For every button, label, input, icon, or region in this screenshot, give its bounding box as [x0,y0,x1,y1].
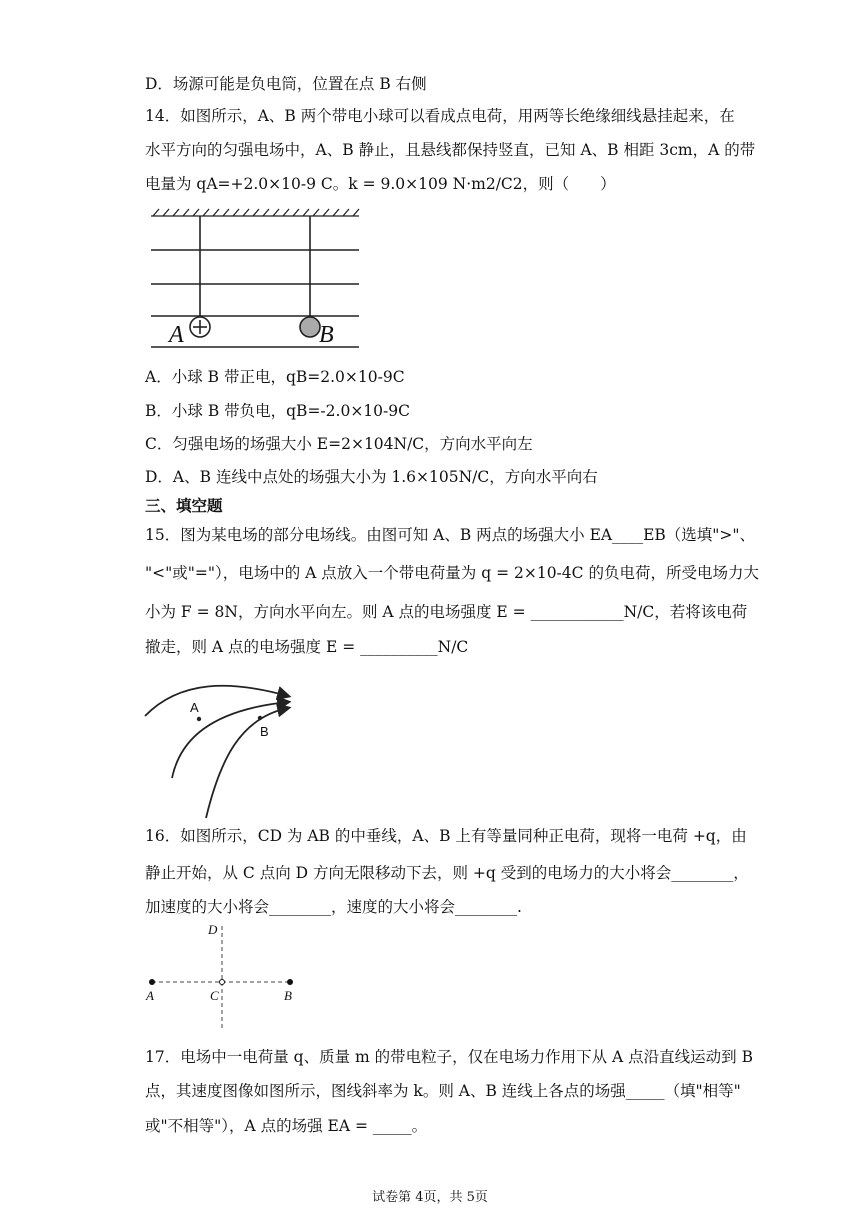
q15-line-2: "<"或"="），电场中的 A 点放入一个带电荷量为 q = 2×10-4C 的负电荷，所受电场力大 [145,564,759,582]
q14-line-2: 水平方向的匀强电场中，A、B 静止，且悬线都保持竖直，已知 A、B 相距 3cm，A 的带 [145,141,756,159]
q14-label-b: B [319,322,334,348]
section-title: 三、填空题 [145,496,223,515]
q14-option-d: D．A、B 连线中点处的场强大小为 1.6×105N/C，方向水平向右 [145,468,598,486]
q15-label-b: B [260,724,269,739]
q16-label-b: B [284,988,292,1003]
q16-figure [140,918,305,1033]
q17-line-3: 或"不相等"），A 点的场强 EA = _____。 [145,1117,428,1135]
q16-label-c: C [210,988,219,1003]
q13-option-d: D．场源可能是负电筒，位置在点 B 右侧 [145,75,427,93]
ball-b [300,317,320,337]
q15-label-a: A [190,700,199,715]
q14-line-1: 14．如图所示，A、B 两个带电小球可以看成点电荷，用两等长绝缘细线悬挂起来，在 [145,107,735,125]
q16-line-2: 静止开始，从 C 点向 D 方向无限移动下去，则 +q 受到的电场力的大小将会________， [145,864,749,882]
q16-label-d: D [208,922,218,937]
threads [200,216,310,318]
page-footer: 试卷第 4页，共 5页 [372,1190,488,1205]
q16-line-3: 加速度的大小将会________，速度的大小将会________. [145,898,522,916]
q15-line-4: 撤走，则 A 点的电场强度 E = __________N/C [145,638,469,656]
q15-figure [140,660,300,820]
q14-option-b: B．小球 B 带负电，qB=-2.0×10-9C [145,402,410,420]
q14-line-3: 电量为 qA=+2.0×10-9 C。k = 9.0×109 N·m2/C2，则（ ） [145,175,616,193]
q15-line-3: 小为 F = 8N，方向水平向左。则 A 点的电场强度 E = ____________N/C，若将该电荷 [145,603,748,621]
electric-field-lines [145,686,288,818]
point-b [258,716,262,720]
q15-line-1: 15．图为某电场的部分电场线。由图可知 A、B 两点的场强大小 EA____EB（选填">"、 [145,526,756,544]
charge-b [287,979,293,985]
charge-a [149,979,155,985]
point-c [220,980,225,985]
q17-line-2: 点，其速度图像如图所示，图线斜率为 k。则 A、B 连线上各点的场强_____（填"相等" [145,1082,741,1100]
q14-figure [145,206,365,352]
q17-line-1: 17．电场中一电荷量 q、质量 m 的带电粒子，仅在电场力作用下从 A 点沿直线运动到 B [145,1048,753,1066]
q14-option-a: A．小球 B 带正电，qB=2.0×10-9C [145,368,405,386]
point-a [197,717,201,721]
q14-option-c: C．匀强电场的场强大小 E=2×104N/C，方向水平向左 [145,435,533,453]
ball-a [190,317,210,337]
q16-label-a: A [146,988,154,1003]
q14-label-a: A [169,322,184,348]
q16-line-1: 16．如图所示，CD 为 AB 的中垂线，A、B 上有等量同种正电荷，现将一电荷 +q，由 [145,827,747,845]
ceiling-hatch [151,209,359,216]
